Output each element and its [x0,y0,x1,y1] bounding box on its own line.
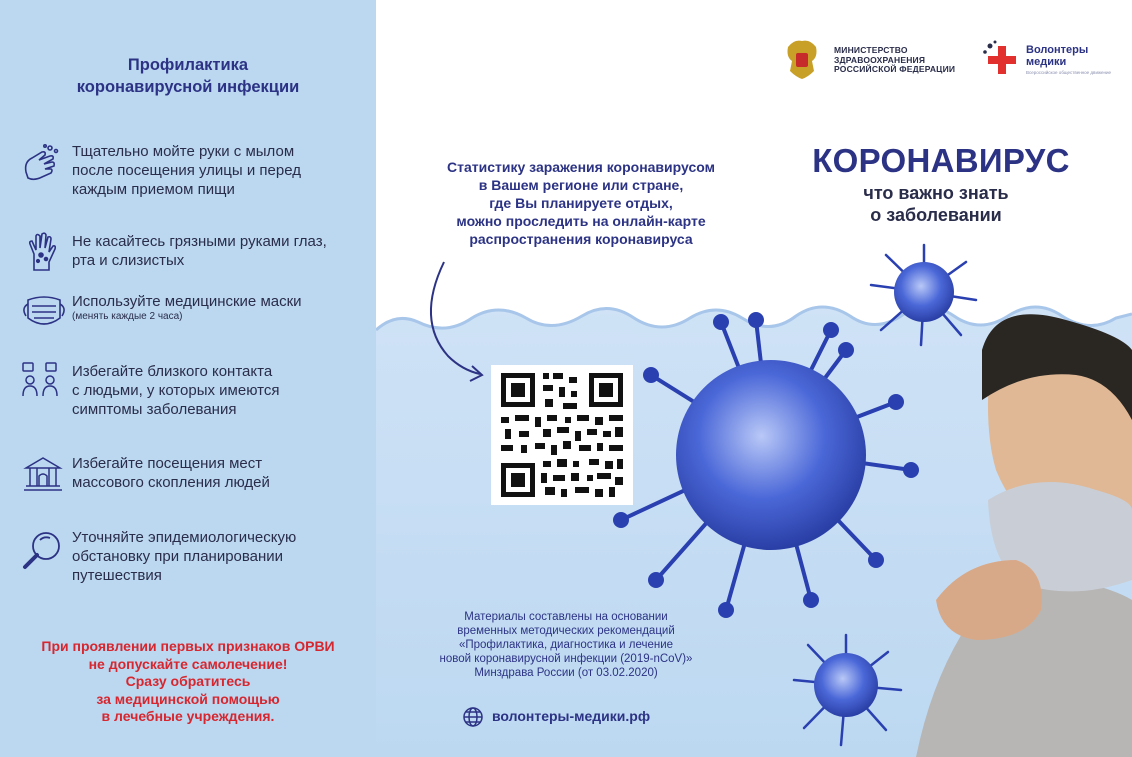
qr-description: Статистику заражения коронавирусом в Вашем регионе или стране, где Вы планируете отдых, можно проследить на онлайн-карте распространения коронавируса [447,159,715,247]
ministry-name: МИНИСТЕРСТВО ЗДРАВООХРАНЕНИЯ РОССИЙСКОЙ ФЕДЕРАЦИИ [834,45,956,74]
tip-check-situation: Уточняйте эпидемиологическую обстановку при планировании путешествия [20,528,360,588]
volunteers-medics-logo [982,40,1022,80]
tip-avoid-crowds: Избегайте посещения мест массового скопления людей [20,452,360,498]
qr-code-icon [491,365,633,505]
page-title: КОРОНАВИРУС [812,142,1070,179]
people-icon [20,360,66,406]
volunteers-name: Волонтеры медики [1026,44,1089,68]
page-subtitle: что важно знать о заболевании [863,183,1009,225]
volunteers-subtitle: Всероссийское общественное движение [1026,70,1111,75]
prevention-title: Профилактика коронавирусной инфекции [76,56,300,96]
tip-avoid-contact: Избегайте близкого контакта с людьми, у которых имеются симптомы заболевания [20,360,360,420]
dirty-hand-icon [20,230,66,276]
magnifier-icon [20,528,66,574]
handwash-icon [20,142,66,188]
tip-masks: Используйте медицинские маски (менять каждые 2 часа) [20,290,360,330]
prevention-panel [0,0,376,757]
qr-code[interactable] [491,365,633,505]
building-icon [20,452,66,498]
info-area: МИНИСТЕРСТВО ЗДРАВООХРАНЕНИЯ РОССИЙСКОЙ ФЕДЕРАЦИИ Волонтеры медики Всероссийское общественное движение Статистику заражения коронавирусом в Вашем регионе или стране, где Вы планируете отдых, можно проследить на онлайн-карте распространения коронавируса КОРОНАВИРУС что важно знать о заболевании Материалы составлены на основании временных методических рекомендаций «Профилактика, диагностика и лечение новой коронавирусной инфекции (2019-nCoV)» Минздрава России (от 03.02.2020) волонтеры-медики.рф [376,0,1132,757]
coat-of-arms-icon [784,37,820,81]
orvi-warning: При проявлении первых признаков ОРВИ не допускайте самолечение! Сразу обратитесь за медицинской помощью в лечебные учреждения. [41,638,335,724]
globe-icon [462,706,484,728]
mask-icon [20,290,66,336]
materials-source: Материалы составлены на основании временных методических рекомендаций «Профилактика, диагностика и лечение новой коронавирусной инфекции (2019-nCoV)» Минздрава России (от 03.02.2020) [439,611,693,679]
tip-dont-touch-face: Не касайтесь грязными руками глаз, рта и слизистых [20,230,360,276]
tip-wash-hands: Тщательно мойте руки с мылом после посещения улицы и перед каждым приемом пищи [20,142,360,202]
